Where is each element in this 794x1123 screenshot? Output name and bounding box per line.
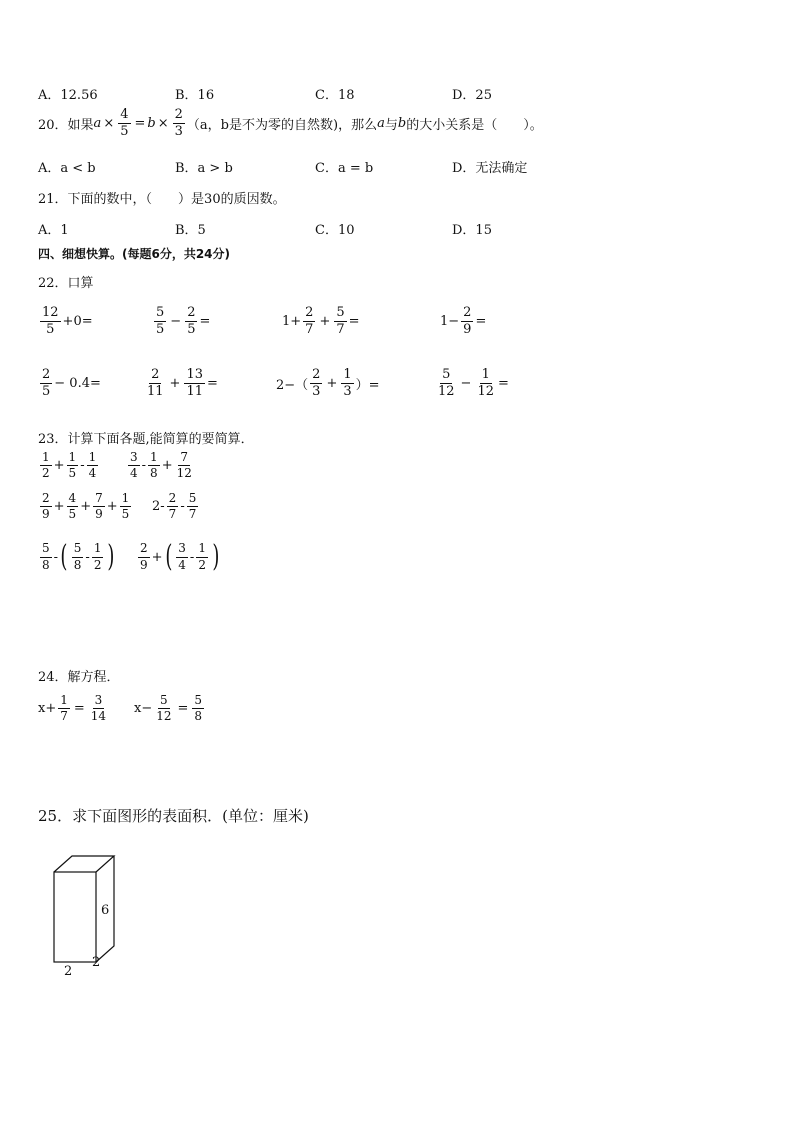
var-b: b <box>147 116 156 132</box>
q22-r2-e3 <box>276 368 380 400</box>
fraction: $\frac{2}{7}$ <box>168 491 177 522</box>
fraction: $\frac{1}{3}$ <box>343 367 352 400</box>
expr-lead: x+ <box>38 701 57 717</box>
var-a: a <box>93 116 102 132</box>
q23-title: 23．计算下面各题,能简算的要简算． <box>38 432 254 447</box>
dimension-width-label: 2 <box>64 964 73 979</box>
operator: + <box>169 376 181 392</box>
operator: + <box>106 499 118 515</box>
q20-yu: 与 <box>384 118 398 134</box>
fraction: $\frac{1}{7}$ <box>60 693 68 724</box>
q24-equation-2 <box>134 694 206 723</box>
equals-sign: = <box>73 701 85 717</box>
operator: − <box>170 314 182 330</box>
fraction: $\frac{3}{4}$ <box>130 450 138 481</box>
fraction: $\frac{2}{9}$ <box>463 305 472 338</box>
fraction: $\frac{5}{12}$ <box>156 693 172 724</box>
fraction: $\frac{2}{9}$ <box>140 541 148 572</box>
q22-title: 22．口算 <box>38 276 94 291</box>
operator: - <box>189 549 195 565</box>
q20-suffix: 的大小关系是（ ）。 <box>406 118 543 134</box>
fraction: $\frac{1}{5}$ <box>68 450 77 481</box>
q21-option-d: D．15 <box>452 223 492 238</box>
q20-middle: （a，b是不为零的自然数)，那么 <box>186 118 378 134</box>
fraction: $\frac{2}{5}$ <box>187 305 196 338</box>
operator: + <box>53 499 65 515</box>
fraction: $\frac{2}{7}$ <box>305 305 314 338</box>
q23-expr-a2 <box>126 451 196 480</box>
fraction: $\frac{12}{5}$ <box>42 305 59 338</box>
left-paren: ( <box>60 539 68 574</box>
fraction: $\frac{1}{8}$ <box>150 450 158 481</box>
expr-tail: ）= <box>355 378 380 394</box>
expr-tail: = <box>207 376 218 392</box>
fraction: $\frac{5}{5}$ <box>156 305 165 338</box>
cuboid-figure <box>40 850 130 980</box>
fraction: $\frac{2}{3}$ <box>174 107 183 140</box>
fraction: $\frac{5}{12}$ <box>438 367 455 400</box>
q21-stem: 21．下面的数中，（ ）是30的质因数。 <box>38 192 286 207</box>
q19-option-c: C．18 <box>315 88 355 103</box>
q22-r2-e2 <box>143 368 218 400</box>
fraction: $\frac{5}{8}$ <box>73 541 82 572</box>
right-paren: ) <box>107 539 115 574</box>
q22-r1-e4 <box>440 306 486 338</box>
var-b: b <box>397 116 407 132</box>
expr-tail: = <box>475 314 487 330</box>
dimension-height-label: 6 <box>101 903 110 918</box>
q22-r1-e3 <box>282 306 360 338</box>
operator: + <box>80 499 92 515</box>
expr-tail: = <box>348 314 360 330</box>
q20-option-d: D．无法确定 <box>452 161 528 176</box>
times-sign: × <box>103 116 115 132</box>
operator: - <box>180 499 185 515</box>
section-heading: 四、细想快算。(每题6分，共24分) <box>38 247 231 261</box>
expr-lead: 1− <box>440 314 460 330</box>
equals-sign: = <box>134 116 146 132</box>
q21-option-a: A．1 <box>38 223 69 238</box>
operator: − <box>460 376 472 392</box>
q22-r1-e2 <box>152 306 210 338</box>
fraction: $\frac{5}{7}$ <box>188 491 197 522</box>
fraction: $\frac{4}{5}$ <box>68 491 77 522</box>
fraction: $\frac{1}{2}$ <box>198 541 206 572</box>
cuboid-front-face <box>54 872 96 962</box>
left-paren: ( <box>164 539 172 574</box>
expr-tail: +0= <box>62 314 93 330</box>
dimension-depth-label: 2 <box>92 955 101 970</box>
fraction: $\frac{3}{14}$ <box>90 693 107 724</box>
q21-option-c: C．10 <box>315 223 355 238</box>
operator: + <box>53 458 65 474</box>
fraction: $\frac{1}{4}$ <box>88 450 97 481</box>
operator: - <box>141 458 147 474</box>
expr-tail: = <box>498 376 509 392</box>
fraction: $\frac{5}{7}$ <box>336 305 345 338</box>
q20-stem <box>38 108 543 140</box>
q22-r2-e1 <box>38 368 101 400</box>
fraction: $\frac{2}{3}$ <box>312 367 321 400</box>
expr-tail: = <box>199 314 211 330</box>
fraction: $\frac{7}{12}$ <box>176 450 192 481</box>
fraction: $\frac{1}{5}$ <box>121 491 130 522</box>
expr-lead: 2- <box>152 499 165 515</box>
q22-r1-e1 <box>38 306 93 338</box>
q20-option-b: B．a > b <box>175 161 233 176</box>
fraction: $\frac{7}{9}$ <box>95 491 103 522</box>
q20-option-c: C．a = b <box>315 161 374 176</box>
fraction: $\frac{1}{12}$ <box>477 367 494 400</box>
q20-prefix: 20．如果 <box>38 118 94 134</box>
q23-expr-a1 <box>38 451 100 480</box>
operator: + <box>151 549 163 565</box>
operator: - <box>80 458 85 474</box>
expr-lead: 1+ <box>282 314 302 330</box>
q24-title: 24．解方程． <box>38 670 120 685</box>
expr-lead: 2−（ <box>276 378 309 394</box>
q23-expr-c2 <box>136 539 222 574</box>
fraction: $\frac{4}{5}$ <box>120 107 129 140</box>
q19-option-a: A．12.56 <box>38 88 98 103</box>
fraction: $\frac{2}{5}$ <box>42 367 51 400</box>
expr-tail: − 0.4= <box>54 376 101 392</box>
fraction: $\frac{5}{8}$ <box>194 693 203 724</box>
cuboid-top-face <box>54 856 114 872</box>
operator: - <box>85 549 90 565</box>
var-a: a <box>377 116 385 132</box>
operator: + <box>326 376 338 392</box>
expr-lead: x− <box>134 701 153 717</box>
operator: + <box>161 458 173 474</box>
q25-title: 25．求下面图形的表面积．(单位：厘米) <box>38 807 309 825</box>
q22-r2-e4 <box>434 368 509 400</box>
operator: - <box>53 549 59 565</box>
fraction: $\frac{1}{2}$ <box>42 450 50 481</box>
fraction: $\frac{2}{11}$ <box>147 367 164 400</box>
q23-expr-b1 <box>38 492 133 521</box>
fraction: $\frac{1}{2}$ <box>93 541 102 572</box>
fraction: $\frac{2}{9}$ <box>42 491 50 522</box>
q23-expr-b2 <box>152 492 200 521</box>
q19-option-d: D．25 <box>452 88 492 103</box>
equals-sign: = <box>177 701 189 717</box>
q23-expr-c1 <box>38 539 117 574</box>
operator: + <box>319 314 331 330</box>
q19-option-b: B．16 <box>175 88 215 103</box>
q21-option-b: B．5 <box>175 223 206 238</box>
fraction: $\frac{3}{4}$ <box>178 541 186 572</box>
fraction: $\frac{5}{8}$ <box>42 541 50 572</box>
times-sign: × <box>157 116 169 132</box>
q24-equation-1 <box>38 694 110 723</box>
q20-option-a: A．a < b <box>38 161 96 176</box>
fraction: $\frac{13}{11}$ <box>186 367 203 400</box>
right-paren: ) <box>212 539 220 574</box>
